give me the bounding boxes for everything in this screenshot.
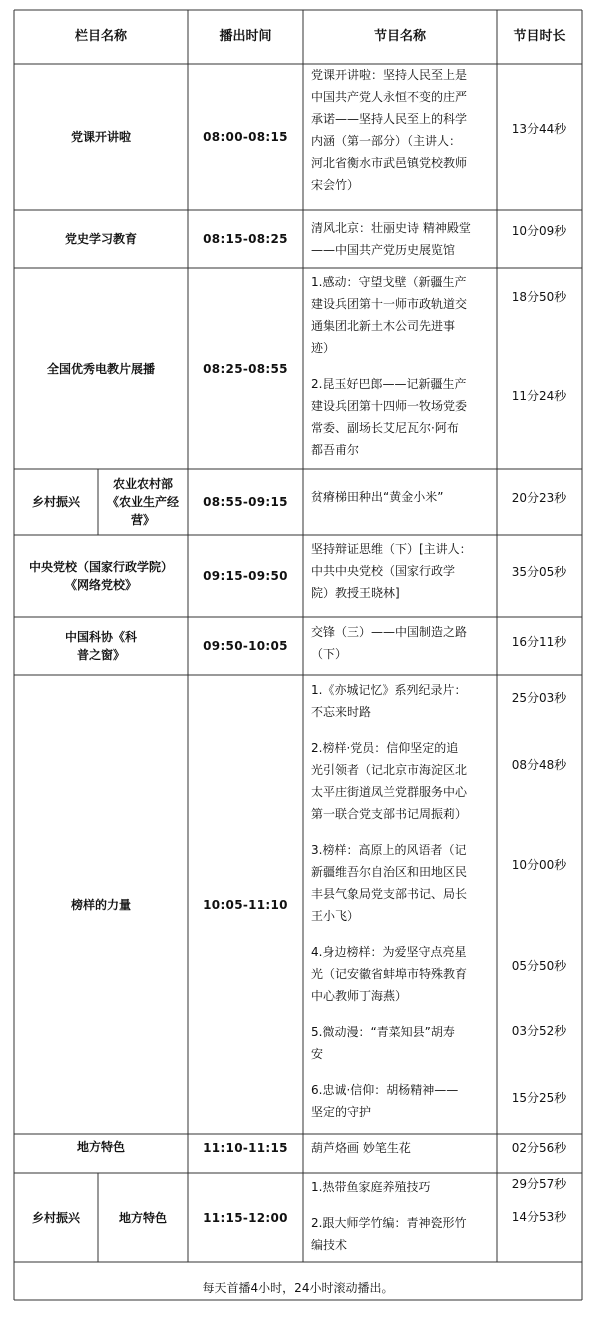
row-duration: 25分03秒 <box>511 691 567 705</box>
program-line: 不忘来时路 <box>311 705 372 719</box>
row-time: 09:50-10:05 <box>203 639 288 653</box>
program-line: 太平庄街道凤兰党群服务中心 <box>311 785 468 799</box>
program-line: 坚持辩证思维（下）[主讲人： <box>311 542 472 556</box>
program-line: 河北省衡水市武邑镇党校教师 <box>311 156 468 170</box>
program-line: 党课开讲啦：坚持人民至上是 <box>311 68 468 82</box>
row-duration: 16分11秒 <box>511 635 567 649</box>
row-column-main: 乡村振兴 <box>31 495 80 509</box>
program-line: 交锋（三）——中国制造之路 <box>311 625 468 639</box>
program-line: 中心教师丁海燕） <box>311 989 408 1003</box>
row-duration: 08分48秒 <box>511 758 567 772</box>
program-line: 院）教授王晓林] <box>311 586 400 600</box>
program-line: 丰县气象局党支部书记、局长 <box>311 887 468 901</box>
header-program: 节目名称 <box>373 29 426 44</box>
program-line: 1.感动：守望戈壁（新疆生产 <box>311 275 467 289</box>
program-line: 通集团北新土木公司先进事 <box>311 319 456 333</box>
program-line: （下） <box>311 647 348 661</box>
row-program <box>311 1137 493 1159</box>
program-line: 中国共产党人永恒不变的庄严 <box>311 90 468 104</box>
row-program <box>311 217 493 261</box>
program-line: 4.身边榜样：为爱坚守点亮星 <box>311 945 467 959</box>
row-duration: 02分56秒 <box>511 1141 567 1155</box>
program-line: 3.榜样：高原上的风语者（记 <box>311 843 467 857</box>
program-line: 1.《亦城记忆》系列纪录片： <box>311 683 467 697</box>
program-line: 安 <box>311 1047 324 1061</box>
program-line: 王小飞） <box>311 909 360 923</box>
program-line: 常委、副场长艾尼瓦尔·阿布 <box>311 421 459 435</box>
header-time: 播出时间 <box>219 29 272 44</box>
program-line: 新疆维吾尔自治区和田地区民 <box>311 865 468 879</box>
row-column: 全国优秀电教片展播 <box>46 361 155 376</box>
row-time: 08:25-08:55 <box>203 361 288 376</box>
row-duration: 35分05秒 <box>511 565 567 579</box>
row-column: 中国科协《科普之窗》 <box>64 630 137 662</box>
row-duration: 13分44秒 <box>511 122 567 136</box>
program-line: 贫瘠梯田种出“黄金小米” <box>311 490 444 504</box>
row-column: 党课开讲啦 <box>70 130 131 144</box>
row-column-sub: 地方特色 <box>118 1210 167 1225</box>
row-program <box>311 538 493 604</box>
program-line: 编技术 <box>311 1238 348 1252</box>
program-line: 葫芦烙画 妙笔生花 <box>311 1141 411 1155</box>
row-duration: 05分50秒 <box>511 959 567 973</box>
row-column-main: 乡村振兴 <box>31 1210 80 1225</box>
program-line: 光（记安徽省蚌埠市特殊教育 <box>311 967 468 981</box>
program-line: 迹） <box>311 341 336 355</box>
row-time: 08:00-08:15 <box>203 130 288 144</box>
program-line: 2.昆玉好巴郎——记新疆生产 <box>311 377 467 391</box>
row-duration: 14分53秒 <box>511 1210 567 1224</box>
row-program <box>311 486 493 508</box>
row-column-sub: 农业农村部《农业生产经营》 <box>106 477 179 527</box>
row-duration: 15分25秒 <box>511 1091 567 1105</box>
row-column: 榜样的力量 <box>70 897 131 912</box>
program-line: 1.热带鱼家庭养殖技巧 <box>311 1180 431 1194</box>
program-line: 5.微动漫：“青菜知县”胡寿 <box>311 1025 455 1039</box>
program-line: 内涵（第一部分）（主讲人： <box>311 134 462 148</box>
row-program <box>311 271 493 461</box>
row-duration: 18分50秒 <box>511 290 567 304</box>
footer-note: 每天首播4小时，24小时滚动播出。 <box>202 1281 394 1295</box>
program-line: 2.榜样·党员：信仰坚定的追 <box>311 741 459 755</box>
program-line: 中共中央党校（国家行政学 <box>311 564 456 578</box>
row-duration: 29分57秒 <box>511 1177 567 1191</box>
row-time: 11:10-11:15 <box>203 1141 288 1155</box>
row-time: 10:05-11:10 <box>203 897 288 912</box>
program-line: 第一联合党支部书记周振莉） <box>311 807 468 821</box>
row-time: 08:55-09:15 <box>203 495 288 509</box>
program-line <box>311 825 493 839</box>
program-line <box>311 927 493 941</box>
row-duration: 10分00秒 <box>511 858 567 872</box>
row-duration: 03分52秒 <box>511 1024 567 1038</box>
program-line: 承诺——坚持人民至上的科学 <box>311 112 468 126</box>
row-program <box>311 1176 493 1256</box>
row-column: 党史学习教育 <box>64 232 137 246</box>
row-duration: 20分23秒 <box>511 491 567 505</box>
program-line <box>311 359 493 373</box>
program-line <box>311 1198 493 1212</box>
program-line: 坚定的守护 <box>311 1105 372 1119</box>
header-column: 栏目名称 <box>74 29 127 44</box>
program-line: 建设兵团第十四师一牧场党委 <box>311 399 468 413</box>
program-line: 建设兵团第十一师市政轨道交 <box>311 297 468 311</box>
program-line: 2.跟大师学竹编：青神瓷形竹 <box>311 1216 467 1230</box>
program-line: ——中国共产党历史展览馆 <box>311 243 456 257</box>
row-program <box>311 621 493 665</box>
program-line: 6.忠诚·信仰：胡杨精神—— <box>311 1083 459 1097</box>
header-duration: 节目时长 <box>513 29 566 44</box>
program-line: 光引领者（记北京市海淀区北 <box>311 763 468 777</box>
row-time: 09:15-09:50 <box>203 569 288 583</box>
program-line <box>311 1065 493 1079</box>
program-line: 清风北京：壮丽史诗 精神殿堂 <box>311 221 471 235</box>
row-program <box>311 679 493 1123</box>
program-line: 都吾甫尔 <box>311 443 360 457</box>
row-column: 中央党校（国家行政学院）《网络党校》 <box>28 560 173 592</box>
row-time: 08:15-08:25 <box>203 232 288 246</box>
program-line: 宋会竹） <box>311 178 360 192</box>
program-line <box>311 723 493 737</box>
program-line <box>311 1007 493 1021</box>
row-duration: 10分09秒 <box>511 224 567 238</box>
row-column: 地方特色 <box>76 1140 125 1154</box>
row-time: 11:15-12:00 <box>203 1210 288 1225</box>
row-duration: 11分24秒 <box>511 389 567 403</box>
row-program <box>311 64 493 196</box>
